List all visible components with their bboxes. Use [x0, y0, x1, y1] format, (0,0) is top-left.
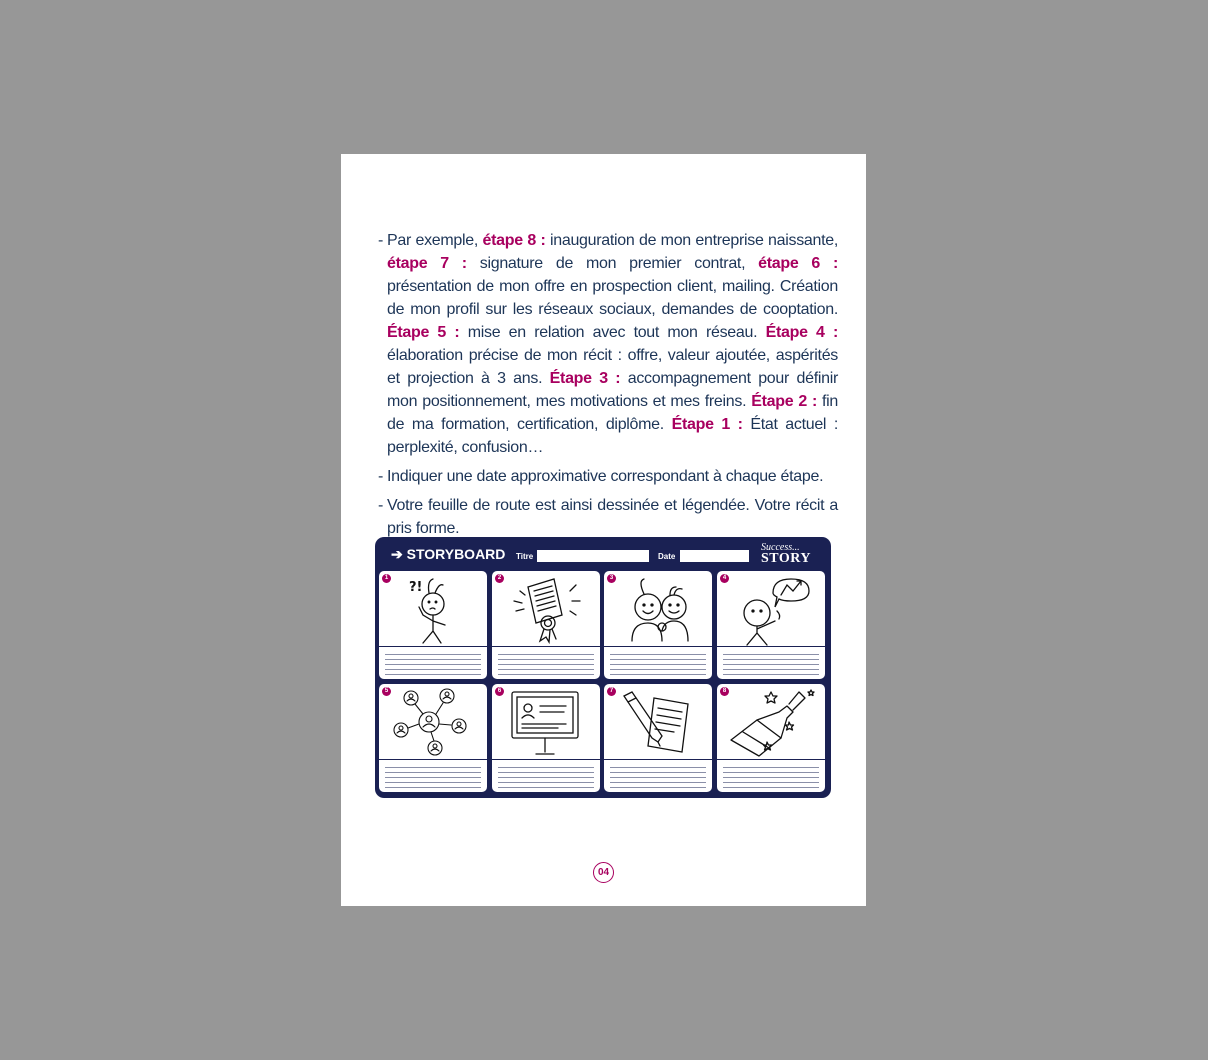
signing-contract-icon: [604, 684, 712, 759]
panel-number: 4: [720, 574, 729, 583]
storyboard-panel-3: [604, 571, 712, 679]
panel-number: 5: [382, 687, 391, 696]
step-description: accompagnement pour définir mon positionnement, mes motivations et mes freins.: [387, 370, 838, 410]
step-label: étape 8 :: [482, 232, 546, 249]
storyboard-panel-7: [604, 684, 712, 792]
caption-lines[interactable]: [492, 646, 600, 679]
step-label: étape 7 :: [387, 255, 467, 272]
success-story-logo: [761, 542, 811, 564]
champagne-icon: [717, 684, 825, 759]
step-description: Par exemple,: [387, 232, 483, 249]
date-label: Date: [658, 552, 676, 561]
bullet-dash: -: [378, 468, 384, 485]
panel-number: 6: [495, 687, 504, 696]
bullet-dash: -: [378, 232, 384, 249]
caption-lines[interactable]: [379, 646, 487, 679]
step-label: Étape 5 :: [387, 324, 460, 341]
caption-lines[interactable]: [717, 646, 825, 679]
svg-text:?!: ?!: [409, 580, 423, 595]
step-description: signature de mon premier contrat,: [466, 255, 759, 272]
profile-screen-icon: [492, 684, 600, 759]
storyboard-panel-4: [717, 571, 825, 679]
panel-number: 3: [607, 574, 616, 583]
caption-lines[interactable]: [604, 759, 712, 792]
certificate-icon: [492, 571, 600, 646]
titre-label: Titre: [516, 552, 534, 561]
storyboard-panel-1: [379, 571, 487, 679]
caption-lines[interactable]: [379, 759, 487, 792]
step-label: étape 6 :: [758, 255, 838, 272]
step-label: Étape 1 :: [671, 416, 743, 433]
titre-field[interactable]: [537, 550, 649, 562]
step-description: État actuel : perplexité, confusion…: [387, 416, 838, 456]
storyboard-panel-2: [492, 571, 600, 679]
date-field[interactable]: [680, 550, 749, 562]
bullet-date: [378, 465, 838, 488]
body-text: [378, 229, 838, 546]
step-label: Étape 4 :: [765, 324, 838, 341]
logo-line-1: Success...: [761, 542, 800, 553]
storyboard-title: ➔ STORYBOARD: [391, 546, 506, 562]
bullet-roadmap: [378, 494, 838, 540]
storyboard: [375, 537, 831, 798]
bullet-example-text: [387, 232, 838, 456]
bullet-example: [378, 229, 838, 459]
storyboard-panel-8: [717, 684, 825, 792]
network-icon: [379, 684, 487, 759]
step-label: Étape 2 :: [751, 393, 817, 410]
bullet-date-text: Indiquer une date approximative correspondant à chaque étape.: [387, 468, 824, 485]
perplexed-person-icon: [379, 571, 487, 646]
two-people-icon: [604, 571, 712, 646]
step-label: Étape 3 :: [549, 370, 621, 387]
panel-number: 1: [382, 574, 391, 583]
person-thinking-growth-icon: [717, 571, 825, 646]
storyboard-header: [375, 537, 831, 570]
storyboard-panel-6: [492, 684, 600, 792]
step-description: fin de ma formation, certification, diplôme.: [387, 393, 838, 433]
panel-number: 7: [607, 687, 616, 696]
page-number: 04: [593, 862, 614, 883]
step-description: présentation de mon offre en prospection client, mailing. Création de mon profil sur les réseaux sociaux, demandes de cooptation.: [387, 278, 838, 318]
panel-number: 2: [495, 574, 504, 583]
bullet-dash: -: [378, 497, 384, 514]
logo-line-2: STORY: [761, 551, 811, 566]
document-page: [341, 154, 866, 906]
storyboard-panel-5: [379, 684, 487, 792]
caption-lines[interactable]: [604, 646, 712, 679]
step-description: inauguration de mon entreprise naissante,: [545, 232, 838, 249]
caption-lines[interactable]: [492, 759, 600, 792]
panel-number: 8: [720, 687, 729, 696]
bullet-roadmap-text: Votre feuille de route est ainsi dessinée et légendée. Votre récit a pris forme.: [387, 497, 838, 537]
step-description: élaboration précise de mon récit : offre, valeur ajoutée, aspérités et projection à 3 ans.: [387, 347, 838, 387]
caption-lines[interactable]: [717, 759, 825, 792]
step-description: mise en relation avec tout mon réseau.: [459, 324, 766, 341]
